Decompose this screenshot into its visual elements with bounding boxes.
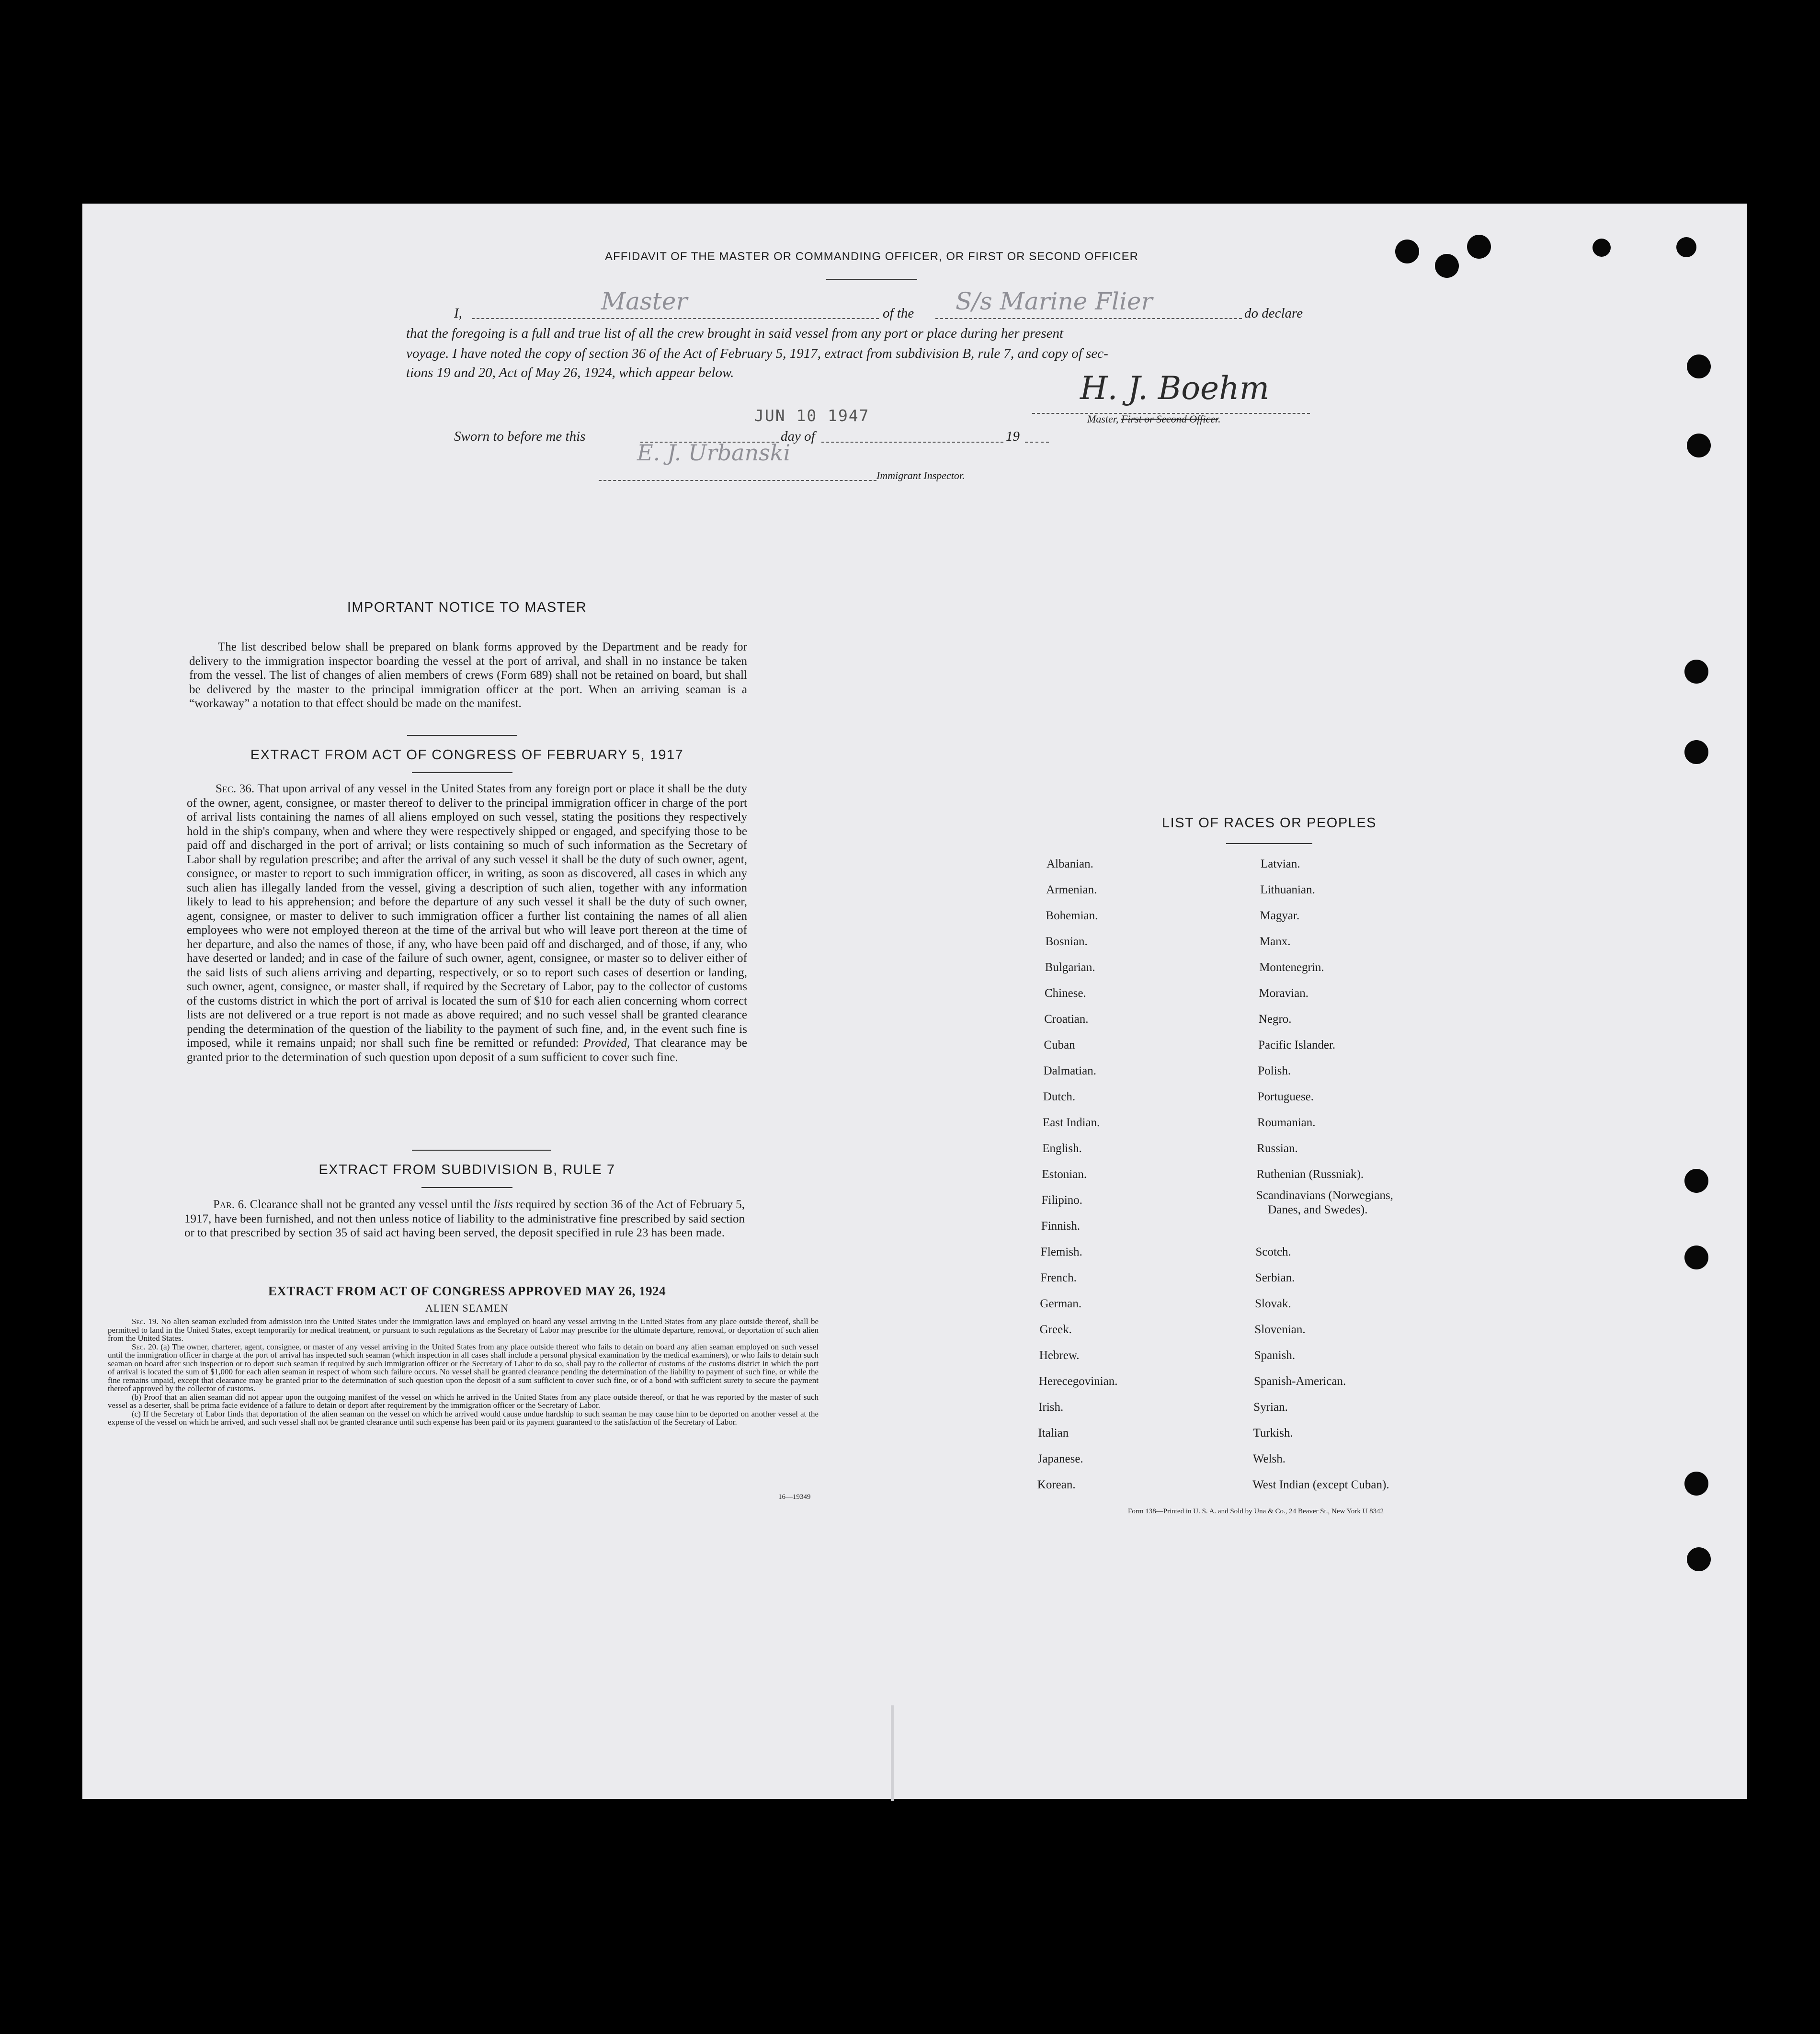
race-item: Herecegovinian. <box>1039 1375 1118 1388</box>
extract-1917-rule <box>412 772 512 773</box>
punch-hole <box>1435 254 1459 278</box>
race-item: Lithuanian. <box>1260 883 1315 896</box>
sec-20b-paragraph: (b) Proof that an alien seaman did not appear upon the outgoing manifest of the vessel on which he arrived in the United States from any place outside thereof, or that he was reported by the master of such vessel as a deserter, shall be prima facie evidence of a failure to detain or deport after requirement by the immigration officer or the Secretary of Labor. <box>108 1392 819 1410</box>
races-rule <box>1226 843 1312 844</box>
race-item: Polish. <box>1258 1064 1291 1077</box>
punch-hole <box>1592 239 1611 257</box>
proviso-label: Provided, <box>583 1037 630 1050</box>
rule7-lists: lists <box>493 1198 513 1211</box>
race-item: Italian <box>1038 1427 1069 1440</box>
race-item: Pacific Islander. <box>1258 1039 1336 1051</box>
race-item: Flemish. <box>1041 1246 1082 1258</box>
rule7-title: EXTRACT FROM SUBDIVISION B, RULE 7 <box>318 1162 615 1177</box>
punch-hole <box>1684 1169 1708 1193</box>
alien-seamen-subtitle: ALIEN SEAMEN <box>425 1302 509 1314</box>
race-item: Syrian. <box>1253 1401 1288 1414</box>
affidavit-line-2: that the foregoing is a full and true list of all the crew brought in said vessel from any port or place during her present <box>406 326 1064 341</box>
race-item: Japanese. <box>1037 1452 1083 1465</box>
rule7-text-a: Clearance shall not be granted any vessel until the <box>250 1198 491 1211</box>
race-item: East Indian. <box>1043 1116 1100 1129</box>
race-item: Scotch. <box>1255 1246 1291 1258</box>
race-item: Korean. <box>1037 1478 1076 1491</box>
race-item: English. <box>1042 1142 1082 1155</box>
vessel-fill-line <box>935 318 1242 319</box>
inspector-label: Immigrant Inspector. <box>876 469 965 481</box>
race-item: Croatian. <box>1044 1013 1089 1026</box>
race-item: Roumanian. <box>1257 1116 1316 1129</box>
race-item: Dalmatian. <box>1043 1064 1096 1077</box>
race-item: Spanish-American. <box>1254 1375 1346 1388</box>
race-item: Bulgarian. <box>1045 961 1095 974</box>
sec-20a-paragraph <box>108 1343 819 1393</box>
race-item: German. <box>1040 1297 1082 1310</box>
master-fill-line <box>472 318 879 319</box>
race-item: Cuban <box>1044 1039 1075 1051</box>
inspector-line <box>599 480 876 481</box>
master-label-kept: Master, <box>1087 413 1119 425</box>
proviso-text: That clearance may be granted prior to the determination of such question upon deposit of a sum sufficient to cover such fine. <box>187 1037 748 1064</box>
race-item: Hebrew. <box>1039 1349 1080 1362</box>
sec-20a-text: (a) The owner, charterer, agent, consignee, or master of any vessel arriving in the United States from any place outside thereof who fails to detain on board any alien seaman employed on such vessel until the immigration officer in charge at the port of arrival has inspected such seaman (which inspection in all cases shall include a personal physical examination by the medical examiners), or who fails to detain such seaman on board after such inspection or to deport such seaman if required by such immigration officer or the Secretary of Labor to do so, shall pay to the collector of customs of the customs district in which the port of arrival is located the sum of $1,000 for each alien seaman in respect of whom such failure occurs. No vessel shall be granted clearance pending the determination of the liability to payment of such fine, or while the fine remains unpaid, except that clearance may be granted prior to the determination of such question upon the deposit of a sum sufficient to cover such fine, or of a bond with sufficient surety to secure the payment thereof approved by the collector of customs. <box>108 1342 819 1393</box>
notice-title: IMPORTANT NOTICE TO MASTER <box>347 600 587 615</box>
affidavit-of-the: of the <box>883 306 914 321</box>
rule7-text-b: required by section 36 of the Act of February 5, 1917, have been furnished, and not then unless notice of liability to the administrative fine prescribed by said section or to that prescribed by section 35 of said act having been served, the deposit specified in rule 23 has been made. <box>184 1198 745 1239</box>
punch-hole <box>1684 1472 1708 1496</box>
race-item: French. <box>1040 1271 1077 1284</box>
race-item: Spanish. <box>1254 1349 1296 1362</box>
master-signature: H. J. Boehm <box>1080 370 1270 407</box>
rule7-rule <box>421 1187 512 1188</box>
form-code: 16—19349 <box>778 1493 811 1501</box>
sec-36-text: That upon arrival of any vessel in the United States from any foreign port or place it shall be the duty of the owner, agent, consignee, or master thereof to deliver to the principal immigration officer in charge of the port of arrival lists containing the names of all aliens employed on such vessel, stating the positions they respectively hold in the ship's company, when and where they were respectively shipped or engaged, and specifying those to be paid off and discharged in the port of arrival; or lists containing so much of such information as the Secretary of Labor shall by regulation prescribe; and after the arrival of any such vessel it shall be the duty of such owner, agent, consignee, or master to report to such immigration officer, in writing, as soon as discovered, all cases in which any such alien has illegally landed from the vessel, giving a description of such alien, together with any information likely to lead to his apprehension; and before the departure of any such vessel it shall be the duty of such owner, agent, consignee, or master to deliver to such immigration officer a further list containing the names of all alien employees who were not employed thereon at the time of the arrival but who will leave port thereon at the time of her departure, and also the names of those, if any, who have been paid off and discharged, and of those, if any, who have deserted or landed; and in case of the failure of such owner, agent, consignee, or master so to deliver either of the said lists of such aliens arriving and departing, respectively, or so to report such cases of desertion or landing, such owner, agent, consignee, or master shall, if required by the Secretary of Labor, pay to the collector of customs of the customs district in which the port of arrival is located the sum of $10 for each alien concerning whom correct lists are not delivered or a true report is not made as above required; and no such vessel shall be granted clearance pending the determination of the question of the liability to the payment of such fine, and, in the event such fine is imposed, while it remains unpaid; nor shall such fine be remitted or refunded: <box>187 782 747 1050</box>
par-6-label: Par. 6. <box>213 1198 247 1211</box>
handwritten-vessel: S/s Marine Flier <box>956 287 1153 315</box>
extract-1917-end-rule <box>412 1150 551 1151</box>
affidavit-i: I, <box>454 306 462 321</box>
punch-hole <box>1687 354 1711 378</box>
race-item: Serbian. <box>1255 1271 1295 1284</box>
punch-hole <box>1684 740 1708 764</box>
notice-body <box>189 640 747 711</box>
rule7-body <box>184 1198 745 1240</box>
sec-19-paragraph <box>108 1317 819 1343</box>
sec-20c-paragraph: (c) If the Secretary of Labor finds that deportation of the alien seaman on the vessel on which he arrived would cause undue hardship to such seaman he may cause him to be deported on another vessel at the expense of the vessel on which he arrived, and such vessel shall not be granted clearance until such expense has been paid or its payment guaranteed to the satisfaction of the Secretary of Labor. <box>108 1409 819 1427</box>
punch-hole <box>1684 1246 1708 1269</box>
extract-1924-title: EXTRACT FROM ACT OF CONGRESS APPROVED MAY 26, 1924 <box>268 1284 666 1298</box>
affidavit-line-4: tions 19 and 20, Act of May 26, 1924, which appear below. <box>406 365 734 380</box>
race-item: Montenegrin. <box>1259 961 1324 974</box>
affidavit-title: AFFIDAVIT OF THE MASTER OR COMMANDING OFFICER, OR FIRST OR SECOND OFFICER <box>605 250 1138 263</box>
notice-text: The list described below shall be prepared on blank forms approved by the Department and be ready for delivery to the immigration inspector boarding the vessel at the port of arrival, and shall in no instance be taken from the vessel. The list of changes of alien members of crews (Form 689) shall not be retained on board, but shall be delivered by the master to the principal immigration officer at the port. When an arriving seaman is a “workaway” a notation to that effect should be made on the manifest. <box>189 640 747 710</box>
race-item: Scandinavians (Norwegians, <box>1256 1189 1393 1202</box>
sworn-day-of: day of <box>781 429 815 444</box>
race-item: Finnish. <box>1041 1220 1081 1233</box>
race-item: Chinese. <box>1045 987 1086 1000</box>
sworn-year-line <box>1025 442 1049 443</box>
extract-1917-body <box>187 782 747 1064</box>
race-item: Slovak. <box>1255 1297 1291 1310</box>
master-label-struck: First or Second Officer <box>1121 413 1218 425</box>
race-item: Bohemian. <box>1046 909 1098 922</box>
race-item: Portuguese. <box>1257 1090 1314 1103</box>
master-label-period: . <box>1218 413 1221 425</box>
punch-hole <box>1684 660 1708 684</box>
race-item: Filipino. <box>1041 1194 1083 1207</box>
race-item: Irish. <box>1038 1401 1064 1414</box>
race-item: Estonian. <box>1042 1168 1087 1181</box>
race-item: Latvian. <box>1261 857 1300 870</box>
race-item: Welsh. <box>1252 1452 1286 1465</box>
race-item: Moravian. <box>1259 987 1308 1000</box>
handwritten-master: Master <box>601 287 688 315</box>
sec-19-label: Sec. 19. <box>132 1317 159 1326</box>
race-item: Ruthenian (Russniak). <box>1256 1168 1364 1181</box>
master-label <box>1087 413 1221 425</box>
inspector-signature: E. J. Urbanski <box>637 440 791 466</box>
sec-20-label: Sec. 20. <box>132 1342 159 1351</box>
race-item: West Indian (except Cuban). <box>1252 1478 1389 1491</box>
race-item: Greek. <box>1039 1323 1072 1336</box>
affidavit-line-3: voyage. I have noted the copy of section 36 of the Act of February 5, 1917, extract from subdivision B, rule 7, and copy of sec- <box>406 346 1108 361</box>
sworn-text: Sworn to before me this <box>454 429 586 444</box>
sworn-month-line <box>821 442 1003 443</box>
sec-36-label: Sec. 36. <box>216 782 255 795</box>
sec-19-text: No alien seaman excluded from admission into the United States under the immigration laws and employed on board any vessel arriving in the United States from any place outside thereof, shall be permitted to land in the United States, except temporarily for medical treatment, or pursuant to such regulations as the Secretary of Labor may prescribe for the ultimate departure, removal, or deportation of such alien from the United States. <box>108 1317 819 1343</box>
punch-hole <box>1687 1547 1711 1571</box>
extract-1917-title: EXTRACT FROM ACT OF CONGRESS OF FEBRUARY 5, 1917 <box>250 747 684 763</box>
races-title: LIST OF RACES OR PEOPLES <box>1161 815 1377 831</box>
race-item: Bosnian. <box>1045 935 1088 948</box>
race-item: Armenian. <box>1046 883 1097 896</box>
race-item: Slovenian. <box>1254 1323 1306 1336</box>
punch-hole <box>1687 434 1711 457</box>
center-fold <box>891 1705 894 1801</box>
race-item: Magyar. <box>1260 909 1300 922</box>
race-item: Danes, and Swedes). <box>1268 1203 1368 1216</box>
race-item: Negro. <box>1258 1013 1292 1026</box>
title-rule <box>826 279 917 280</box>
race-item: Turkish. <box>1253 1427 1293 1440</box>
race-item: Dutch. <box>1043 1090 1076 1103</box>
notice-rule <box>407 735 517 736</box>
sworn-year: 19 <box>1006 429 1020 444</box>
printer-footer: Form 138—Printed in U. S. A. and Sold by Una & Co., 24 Beaver St., New York U 8342 <box>1128 1508 1384 1515</box>
race-item: Albanian. <box>1046 857 1093 870</box>
race-item: Manx. <box>1259 935 1291 948</box>
punch-hole <box>1676 237 1696 257</box>
punch-hole <box>1467 235 1491 259</box>
date-stamp: JUN 10 1947 <box>754 406 870 425</box>
extract-1924-body <box>108 1317 819 1427</box>
race-item: Russian. <box>1257 1142 1298 1155</box>
punch-hole <box>1395 240 1419 263</box>
affidavit-declare: do declare <box>1244 306 1303 321</box>
